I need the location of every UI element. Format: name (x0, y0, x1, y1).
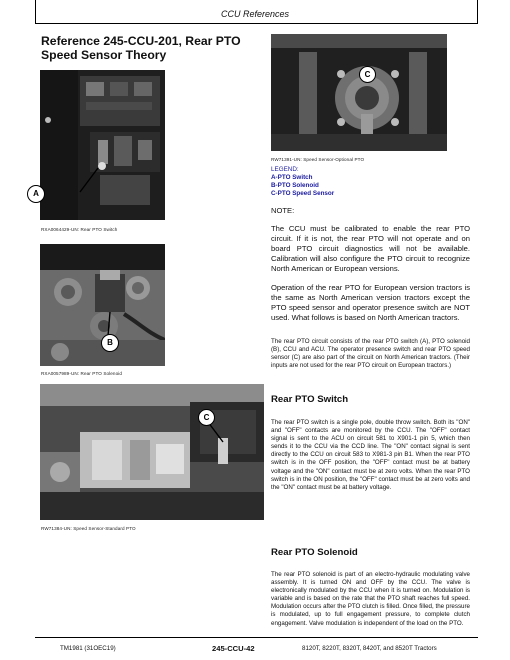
figure-caption-speed-sensor-optional: RW71391-UN: Speed Sensor-Optional PTO (271, 157, 365, 162)
speed-sensor-optional-photo (271, 34, 447, 151)
heading-rear-pto-switch: Rear PTO Switch (271, 394, 349, 405)
callout-c-optional: C (359, 66, 376, 83)
figure-speed-sensor-optional (271, 34, 447, 151)
legend-label: LEGEND: (271, 166, 299, 173)
legend-item-b: B-PTO Solenoid (271, 182, 319, 189)
figure-caption-speed-sensor-standard: RW71384-UN: Speed Sensor-Standard PTO (41, 526, 136, 531)
header-rule (35, 23, 478, 24)
figure-caption-pto-solenoid: RXA0057989-UN: Rear PTO Solenoid (41, 371, 122, 376)
paragraph-rear-pto-solenoid: The rear PTO solenoid is part of an electro-hydraulic modulating valve assembly. It is turned ON and OFF by the CCU. The valve is electronically modulated by the CCU when it is turned on. Modulation is variable and is based on the rate that the PTO shaft reaches full speed. Modulation occurs after the PTO clutch is filled. Once filled, the pressure is modulated, up to full engagement pressure, to complete clutch engagement. Valve modulation is independent of the load on the PTO. (271, 571, 470, 627)
paragraph-circuit: The rear PTO circuit consists of the rear PTO switch (A), PTO solenoid (B), CCU and ACU. The operator presence switch and rear PTO speed sensor (C) are also part of the circuit on North American tractors. (Their inputs are not used for the rear PTO circuit on European tractors.) (271, 338, 470, 370)
footer-page-number: 245-CCU-42 (212, 644, 255, 653)
callout-b: B (101, 334, 119, 352)
figure-pto-switch (40, 70, 165, 220)
section-title: Reference 245-CCU-201, Rear PTO Speed Sensor Theory (41, 34, 241, 62)
callout-a: A (27, 185, 45, 203)
paragraph-calibration: The CCU must be calibrated to enable the rear PTO circuit. If it is not, the rear PTO will not operate and on board PTO circuit diagnostics will not be available. Calibration will also configure the PTO circuit to recognize North American or European versions. (271, 224, 470, 274)
page-header: CCU References (220, 9, 290, 19)
figure-speed-sensor-standard (40, 384, 264, 520)
legend-item-c: C-PTO Speed Sensor (271, 190, 335, 197)
callout-c-standard: C (198, 409, 215, 426)
legend-item-a: A-PTO Switch (271, 174, 313, 181)
pto-switch-photo (40, 70, 165, 220)
footer-models: 8120T, 8220T, 8320T, 8420T, and 8520T Tractors (302, 645, 437, 652)
speed-sensor-standard-photo (40, 384, 264, 520)
paragraph-european: Operation of the rear PTO for European version tractors is the same as North American version tractors except the PTO speed sensor and operator presence switch are NOT used. What follows is based on North American tractors. (271, 283, 470, 323)
note-label: NOTE: (271, 206, 295, 215)
footer-document-id: TM1981 (31OEC19) (60, 645, 116, 652)
heading-rear-pto-solenoid: Rear PTO Solenoid (271, 547, 358, 558)
paragraph-rear-pto-switch: The rear PTO switch is a single pole, double throw switch. Both its "ON" and "OFF" contacts are monitored by the CCU. The "OFF" contact signal is sent to the ACU on circuit 581 to X901-1 pin 5, which then sends it to the CCU via the CCD line. The "ON" contact signal is sent directly to the CCU on circuit 583 to X981-3 pin B1. When the rear PTO switch is in the OFF position, the "OFF" contact must be at battery voltage and the "ON" contact must be at zero volts. When the rear PTO switch is in the ON position, the "OFF" contact must be at zero volts and the "ON" contact must be at battery voltage. (271, 419, 470, 491)
footer-rule (35, 637, 478, 638)
figure-caption-pto-switch: RXA0064429-UN: Rear PTO Switch (41, 227, 118, 232)
